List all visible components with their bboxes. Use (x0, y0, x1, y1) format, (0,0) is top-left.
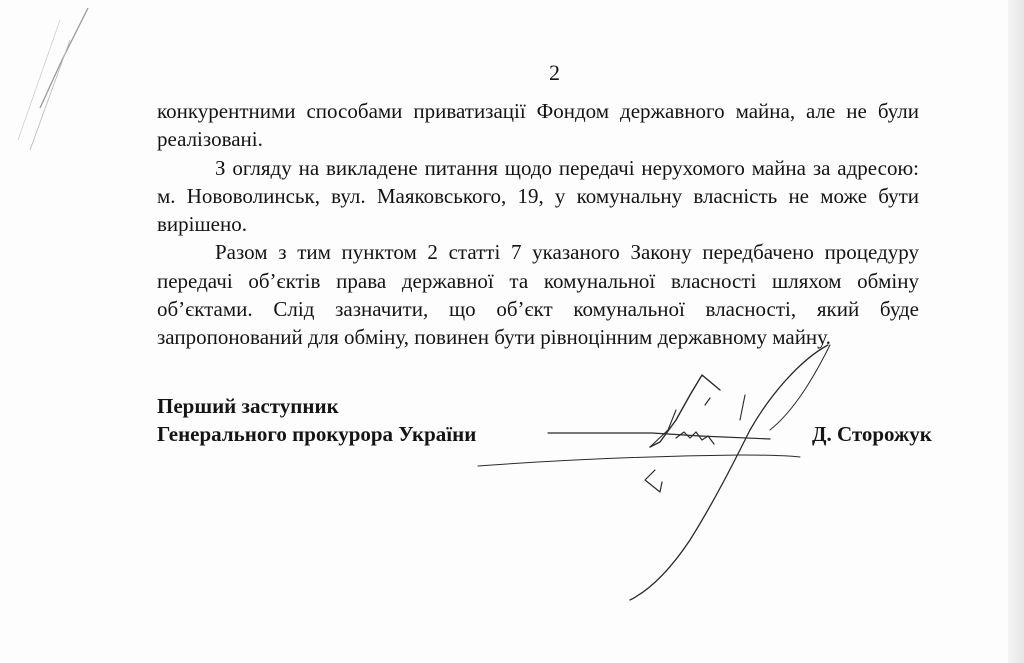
signatory-position-line1: Перший заступник (157, 394, 339, 418)
paragraph-conclusion: З огляду на викладене питання щодо передачі нерухомого майна за адресою: м. Нововолинськ, вул. Маяковського, 19, у комунальну власність не може бути вирішено. (157, 155, 919, 237)
signatory-position-line2: Генерального прокурора України (157, 422, 477, 446)
paragraph-continuation: конкурентними способами приватизації Фондом державного майна, але не були реалізовані. (157, 99, 919, 152)
letter-body (157, 97, 919, 352)
paragraph-exchange-procedure: Разом з тим пунктом 2 статті 7 указаного Закону передбачено процедуру передачі об’єктів права державної та комунальної власності шляхом обміну об’єктами. Слід зазначити, що об’єкт комунальної власності, який буде запропонований для обміну, повинен бути рівноцінним державному майну. (157, 240, 919, 350)
signatory-name: Д. Сторожук (812, 422, 932, 446)
scan-edge-shadow (1008, 0, 1024, 663)
page-number: 2 (549, 60, 560, 85)
scan-pen-marks (0, 0, 120, 200)
